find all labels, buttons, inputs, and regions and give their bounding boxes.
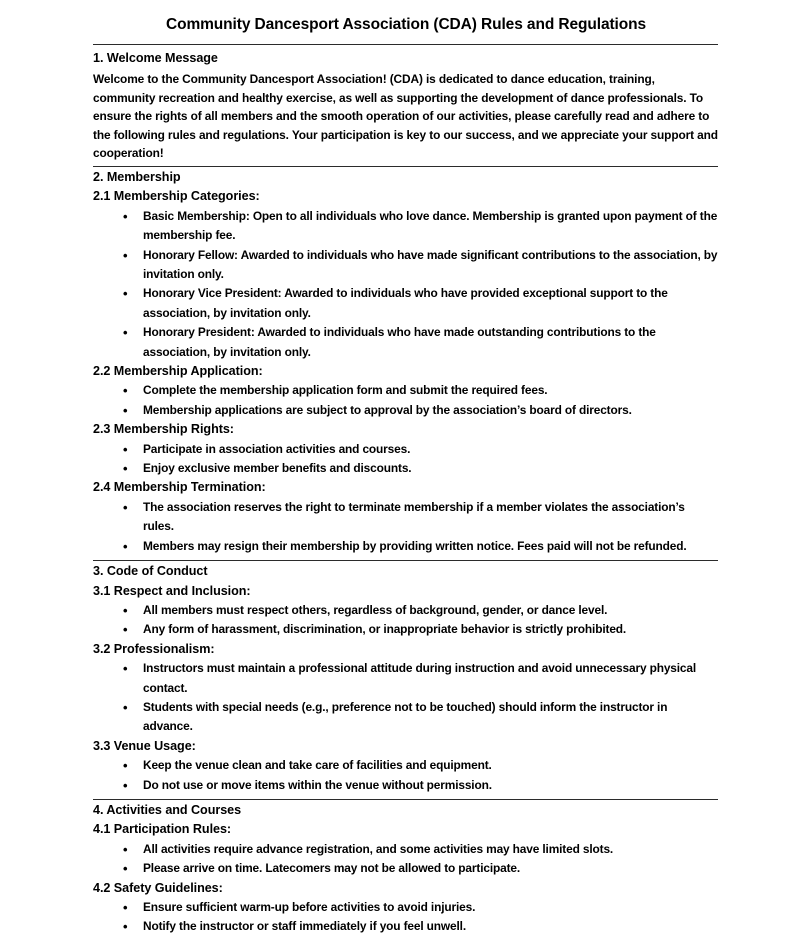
list-item-text: Please arrive on time. Latecomers may not be allowed to participate.	[143, 861, 521, 876]
bullet-icon: •	[123, 538, 128, 554]
list-item-text: Basic Membership: Open to all individuals who love dance. Membership is granted upon payment of the membership fee.	[143, 208, 718, 243]
section-membership	[0, 167, 812, 560]
bullet-list-4-1	[93, 840, 718, 879]
bullet-list-3-3	[93, 756, 718, 795]
bullet-icon: •	[123, 461, 128, 477]
bullet-list-2-3	[93, 440, 718, 479]
subsection-heading-3-1: 3.1 Respect and Inclusion:	[93, 583, 251, 598]
list-item-text: Members may resign their membership by providing written notice. Fees paid will not be refunded.	[143, 538, 687, 553]
bullet-icon: •	[123, 286, 128, 302]
section-activities-and-courses	[0, 800, 812, 937]
bullet-icon: •	[123, 325, 128, 341]
section-heading-3: 3. Code of Conduct	[93, 564, 208, 579]
subsection-heading-2-3: 2.3 Membership Rights:	[93, 422, 234, 437]
list-item	[93, 381, 718, 400]
list-item-text: Instructors must maintain a professional attitude during instruction and avoid unnecessary physical contact.	[143, 661, 697, 695]
bullet-list-3-2	[93, 659, 718, 737]
subsection-heading-2-2: 2.2 Membership Application:	[93, 364, 263, 379]
section-heading-1: 1. Welcome Message	[93, 50, 218, 65]
subsection-heading-4-2: 4.2 Safety Guidelines:	[93, 880, 223, 895]
bullet-icon: •	[123, 841, 128, 857]
bullet-icon: •	[123, 247, 128, 263]
list-item	[93, 659, 718, 698]
list-item-text: Honorary Fellow: Awarded to individuals who have made significant contributions to the association, by invitation only.	[143, 247, 718, 281]
list-item	[93, 401, 718, 420]
list-item	[93, 756, 718, 775]
list-item	[93, 537, 718, 556]
list-item-text: Honorary Vice President: Awarded to individuals who have provided exceptional support to the association, by invitation only.	[143, 286, 668, 320]
list-item	[93, 246, 718, 285]
bullet-icon: •	[123, 208, 128, 224]
bullet-icon: •	[123, 602, 128, 618]
subsection-heading-2-4: 2.4 Membership Termination:	[93, 480, 266, 495]
bullet-icon: •	[123, 499, 128, 515]
bullet-list-2-2	[93, 381, 718, 420]
bullet-list-2-1	[93, 207, 718, 362]
bullet-list-3-1	[93, 601, 718, 640]
list-item	[93, 620, 718, 639]
bullet-icon: •	[123, 441, 128, 457]
list-item-text: Enjoy exclusive member benefits and discounts.	[143, 461, 412, 476]
list-item	[93, 840, 718, 859]
list-item-text: Keep the venue clean and take care of facilities and equipment.	[143, 758, 492, 773]
list-item	[93, 698, 718, 737]
list-item	[93, 498, 718, 537]
section-welcome-message	[0, 45, 812, 166]
section-heading-2: 2. Membership	[93, 169, 181, 184]
list-item-text: Complete the membership application form and submit the required fees.	[143, 383, 548, 398]
subsection-heading-3-2: 3.2 Professionalism:	[93, 641, 215, 656]
list-item-text: Participate in association activities and courses.	[143, 441, 411, 456]
page-title: Community Dancesport Association (CDA) Rules and Regulations	[165, 16, 646, 33]
list-item	[93, 440, 718, 459]
list-item-text: The association reserves the right to terminate membership if a member violates the association’s rules.	[143, 499, 685, 534]
list-item	[93, 459, 718, 478]
list-item	[93, 601, 718, 620]
bullet-icon: •	[123, 900, 128, 915]
list-item-text: Do not use or move items within the venue without permission.	[143, 777, 492, 792]
list-item-text: Notify the instructor or staff immediately if you feel unwell.	[143, 919, 466, 934]
list-item-text: All members must respect others, regardless of background, gender, or dance level.	[143, 602, 608, 617]
bullet-icon: •	[123, 919, 128, 935]
section-heading-4: 4. Activities and Courses	[93, 802, 242, 817]
list-item-text: Honorary President: Awarded to individuals who have made outstanding contributions to the association, by invitation only.	[143, 325, 656, 359]
bullet-icon: •	[123, 758, 128, 774]
bullet-icon: •	[123, 402, 128, 418]
list-item	[93, 898, 718, 917]
bullet-icon: •	[123, 777, 128, 793]
list-item-text: Membership applications are subject to approval by the association’s board of directors.	[143, 402, 632, 417]
bullet-icon: •	[123, 383, 128, 399]
bullet-icon: •	[123, 699, 128, 715]
list-item-text: All activities require advance registration, and some activities may have limited slots.	[143, 841, 614, 856]
list-item-text: Any form of harassment, discrimination, or inappropriate behavior is strictly prohibited.	[143, 622, 627, 637]
list-item	[93, 207, 718, 246]
list-item	[93, 776, 718, 795]
list-item-text: Students with special needs (e.g., preference not to be touched) should inform the instructor in advance.	[143, 699, 668, 734]
list-item	[93, 323, 718, 362]
subsection-heading-2-1: 2.1 Membership Categories:	[93, 189, 260, 204]
subsection-heading-4-1: 4.1 Participation Rules:	[93, 822, 232, 837]
subsection-heading-3-3: 3.3 Venue Usage:	[93, 738, 196, 753]
list-item	[93, 284, 718, 323]
list-item-text: Ensure sufficient warm-up before activities to avoid injuries.	[143, 900, 476, 914]
bullet-list-2-4	[93, 498, 718, 556]
list-item	[93, 917, 718, 936]
bullet-icon: •	[123, 622, 128, 638]
section-code-of-conduct	[0, 561, 812, 799]
bullet-list-4-2	[93, 898, 718, 937]
bullet-icon: •	[123, 661, 128, 677]
welcome-paragraph: Welcome to the Community Dancesport Association! (CDA) is dedicated to dance education, training, community recreation and healthy exercise, as well as supporting the development of dance professionals. To ensure the rights of all members and the smooth operation of our activities, please carefully read and adhere to the following rules and regulations. Your participation is key to our success, and we appreciate your support and cooperation!	[93, 72, 718, 161]
bullet-icon: •	[123, 861, 128, 877]
